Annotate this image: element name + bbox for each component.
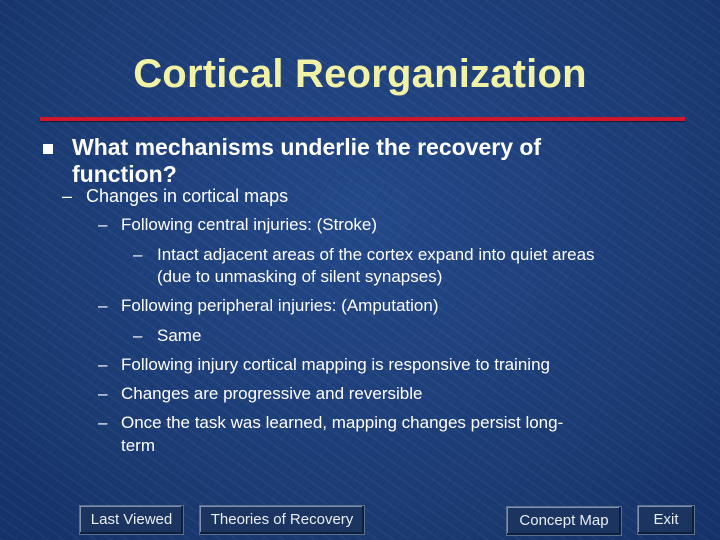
point-changes-cortical-maps: Changes in cortical maps bbox=[86, 186, 289, 206]
point-training: Following injury cortical mapping is responsive to training bbox=[121, 355, 550, 374]
point-intact-adjacent-cont: (due to unmasking of silent synapses) bbox=[157, 267, 443, 286]
point-task-learned-cont: term bbox=[121, 436, 155, 455]
point-task-learned: Once the task was learned, mapping changes persist long- bbox=[121, 413, 564, 432]
dash-bullet-icon: – bbox=[98, 384, 108, 403]
point-peripheral-injuries: Following peripheral injuries: (Amputation) bbox=[121, 296, 439, 315]
concept-map-button[interactable]: Concept Map bbox=[506, 506, 622, 536]
question-line-2: function? bbox=[72, 161, 177, 187]
slide-title: Cortical Reorganization bbox=[133, 52, 587, 96]
dash-bullet-icon: – bbox=[133, 326, 143, 345]
point-central-injuries: Following central injuries: (Stroke) bbox=[121, 215, 378, 234]
dash-bullet-icon: – bbox=[98, 296, 108, 315]
exit-button[interactable]: Exit bbox=[637, 505, 695, 535]
square-bullet-icon bbox=[43, 144, 53, 154]
dash-bullet-icon: – bbox=[98, 215, 108, 234]
point-same: Same bbox=[157, 326, 202, 345]
point-progressive: Changes are progressive and reversible bbox=[121, 384, 423, 403]
dash-bullet-icon: – bbox=[133, 245, 143, 264]
question-line-1: What mechanisms underlie the recovery of bbox=[72, 134, 542, 160]
title-divider bbox=[40, 117, 685, 121]
dash-bullet-icon: – bbox=[98, 355, 108, 374]
dash-bullet-icon: – bbox=[62, 186, 73, 206]
last-viewed-button[interactable]: Last Viewed bbox=[79, 505, 184, 535]
point-intact-adjacent: Intact adjacent areas of the cortex expand into quiet areas bbox=[157, 245, 595, 264]
dash-bullet-icon: – bbox=[98, 413, 108, 432]
theories-of-recovery-button[interactable]: Theories of Recovery bbox=[199, 505, 365, 535]
